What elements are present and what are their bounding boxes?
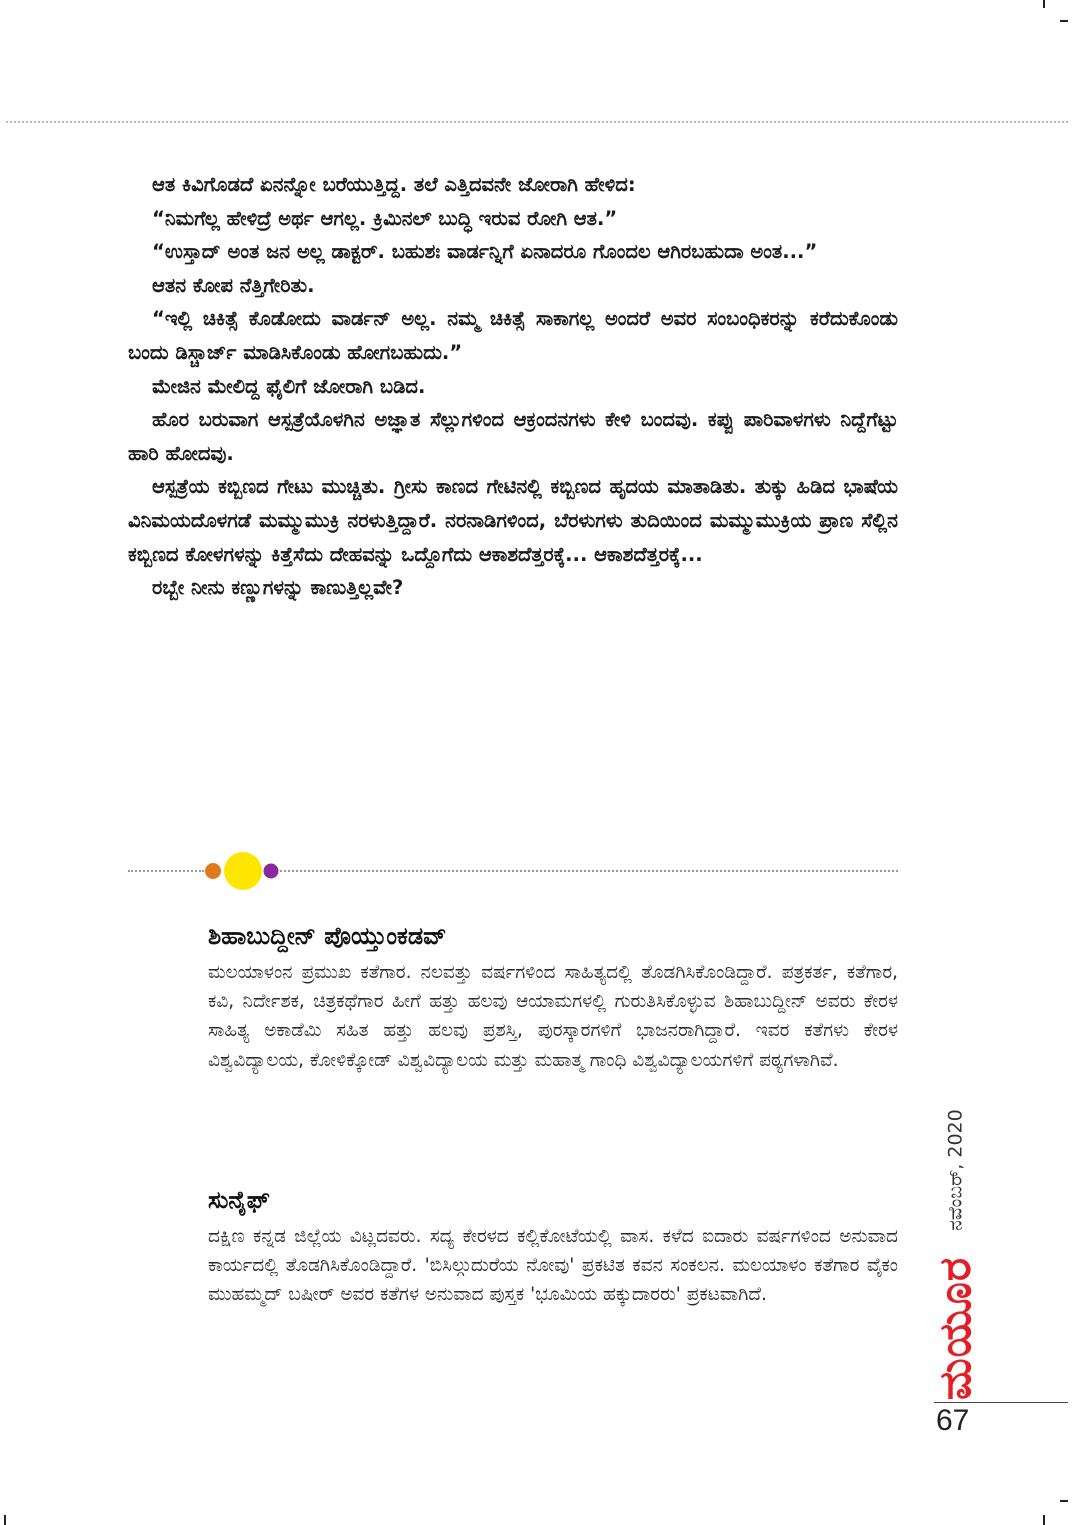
crop-mark [1060,20,1068,22]
crop-mark [4,1515,6,1525]
story-paragraph: “ನಿಮಗೆಲ್ಲ ಹೇಳಿದ್ರೆ ಅರ್ಥ ಆಗಲ್ಲ. ಕ್ರಿಮಿನಲ್ ಬುದ್ಧಿ ಇರುವ ರೋಗಿ ಆತ.” [152,206,618,230]
crop-mark [1060,1500,1068,1502]
story-paragraph: “ಇಲ್ಲಿ ಚಿಕಿತ್ಸೆ ಕೊಡೋದು ವಾರ್ಡನ್ ಅಲ್ಲ. ನಮ್ಮ ಚಿಕಿತ್ಸೆ ಸಾಕಾಗಲ್ಲ ಅಂದರೆ ಅವರ ಸಂಬಂಧಿಕರನ್ನು ಕರೆದುಕೊಂಡು ಬಂದು ಡಿಸ್ಚಾರ್ಜ್ ಮಾಡಿಸಿಕೊಂಡು ಹೋಗಬಹುದು.” [128,307,898,364]
translator-bio [208,1186,898,1310]
decorative-dots-icon [202,852,292,892]
crop-mark [1043,0,1045,8]
page-number-rule [934,1402,1068,1403]
bio-text: ಮಲಯಾಳಂನ ಪ್ರಮುಖ ಕತೆಗಾರ. ನಲವತ್ತು ವರ್ಷಗಳಿಂದ ಸಾಹಿತ್ಯದಲ್ಲಿ ತೊಡಗಿಸಿಕೊಂಡಿದ್ದಾರೆ. ಪತ್ರಕರ್ತ, ಕತೆಗಾರ, ಕವಿ, ನಿರ್ದೇಶಕ, ಚಿತ್ರಕಥೆಗಾರ ಹೀಗೆ ಹತ್ತು ಹಲವು ಆಯಾಮಗಳಲ್ಲಿ ಗುರುತಿಸಿಕೊಳ್ಳುವ ಶಿಹಾಬುದ್ದೀನ್ ಅವರು ಕೇರಳ ಸಾಹಿತ್ಯ ಅಕಾಡೆಮಿ ಸಹಿತ ಹತ್ತು ಹಲವು ಪ್ರಶಸ್ತಿ, ಪುರಸ್ಕಾರಗಳಿಗೆ ಭಾಜನರಾಗಿದ್ದಾರೆ. ಇವರ ಕತೆಗಳು ಕೇರಳ ವಿಶ್ವವಿದ್ಯಾಲಯ, ಕೋಳಿಕ್ಕೋಡ್ ವಿಶ್ವವಿದ್ಯಾಲಯ ಮತ್ತು ಮಹಾತ್ಮ ಗಾಂಧಿ ವಿಶ್ವವಿದ್ಯಾಲಯಗಳಿಗೆ ಪಠ್ಯಗಳಾಗಿವೆ. [208,962,898,1071]
bio-name: ಶಿಹಾಬುದ್ದೀನ್ ಪೊಯ್ತುಂಕಡವ್ [208,922,447,950]
story-paragraph: ಹೊರ ಬರುವಾಗ ಆಸ್ಪತ್ರೆಯೊಳಗಿನ ಅಜ್ಞಾತ ಸೆಲ್ಲುಗಳಿಂದ ಆಕ್ರಂದನಗಳು ಕೇಳಿ ಬಂದವು. ಕಪ್ಪು ಪಾರಿವಾಳಗಳು ನಿದ್ದೆಗೆಟ್ಟು ಹಾರಿ ಹೋದವು. [128,408,898,465]
story-paragraph: ಆತನ ಕೋಪ ನೆತ್ತಿಗೇರಿತು. [152,273,315,297]
story-text [128,168,898,605]
story-paragraph: ರಬ್ಬೇ ನೀನು ಕಣ್ಣುಗಳನ್ನು ಕಾಣುತ್ತಿಲ್ಲವೇ? [152,576,404,600]
story-paragraph: ಆಸ್ಪತ್ರೆಯ ಕಬ್ಬಿಣದ ಗೇಟು ಮುಚ್ಚಿತು. ಗ್ರೀಸು ಕಾಣದ ಗೇಟಿನಲ್ಲಿ ಕಬ್ಬಿಣದ ಹೃದಯ ಮಾತಾಡಿತು. ತುಕ್ಕು ಹಿಡಿದ ಭಾಷೆಯ ವಿನಿಮಯದೊಳಗಡೆ ಮಮ್ಮುಮುಕ್ರಿ ನರಳುತ್ತಿದ್ದಾರೆ. ನರನಾಡಿಗಳಿಂದ, ಬೆರಳುಗಳು ತುದಿಯಿಂದ ಮಮ್ಮುಮುಕ್ರಿಯ ಪ್ರಾಣ ಸೆಲ್ಲಿನ ಕಬ್ಬಿಣದ ಕೋಳಗಳನ್ನು ಕಿತ್ತೆಸೆದು ದೇಹವನ್ನು ಒದ್ದೊಗೆದು ಆಕಾಶದೆತ್ತರಕ್ಕೆ... ಆಕಾಶದೆತ್ತರಕ್ಕೆ... [128,475,898,566]
magazine-logo: ಮಯೂರ [930,1256,982,1400]
divider-dots-right [280,870,898,872]
bio-name: ಸುನೈಫ್ [208,1186,270,1214]
story-paragraph: ಮೇಜಿನ ಮೇಲಿದ್ದ ಫೈಲಿಗೆ ಜೋರಾಗಿ ಬಡಿದ. [152,374,426,398]
crop-mark [1043,1515,1045,1525]
author-bio [208,922,898,1075]
section-divider [128,852,898,892]
story-paragraph: “ಉಸ್ತಾದ್ ಅಂತ ಜನ ಅಲ್ಲ ಡಾಕ್ಟರ್. ಬಹುಶಃ ವಾರ್ಡನ್ನಿಗೆ ಏನಾದರೂ ಗೊಂದಲ ಆಗಿರಬಹುದಾ ಅಂತ...” [152,240,818,264]
page-number: 67 [936,1404,970,1437]
top-dotted-rule [6,121,1068,123]
divider-dots-left [128,870,204,872]
story-paragraph: ಆತ ಕಿವಿಗೊಡದೆ ಏನನ್ನೋ ಬರೆಯುತ್ತಿದ್ದ. ತಲೆ ಎತ್ತಿದವನೇ ಜೋರಾಗಿ ಹೇಳಿದ: [152,173,636,196]
issue-date: ನವೆಂಬರ್, 2020 [945,1109,968,1231]
bio-text: ದಕ್ಷಿಣ ಕನ್ನಡ ಜಿಲ್ಲೆಯ ವಿಟ್ಲದವರು. ಸದ್ಯ ಕೇರಳದ ಕಲ್ಲಿಕೋಟೆಯಲ್ಲಿ ವಾಸ. ಕಳೆದ ಐದಾರು ವರ್ಷಗಳಿಂದ ಅನುವಾದ ಕಾರ್ಯದಲ್ಲಿ ತೊಡಗಿಸಿಕೊಂಡಿದ್ದಾರೆ. 'ಬಿಸಿಲ್ಗುದುರೆಯ ನೋವು' ಪ್ರಕಟಿತ ಕವನ ಸಂಕಲನ. ಮಲಯಾಳಂ ಕತೆಗಾರ ವೈಕಂ ಮುಹಮ್ಮದ್ ಬಷೀರ್ ಅವರ ಕತೆಗಳ ಅನುವಾದ ಪುಸ್ತಕ 'ಭೂಮಿಯ ಹಕ್ಕುದಾರರು' ಪ್ರಕಟವಾಗಿದೆ. [208,1226,898,1306]
